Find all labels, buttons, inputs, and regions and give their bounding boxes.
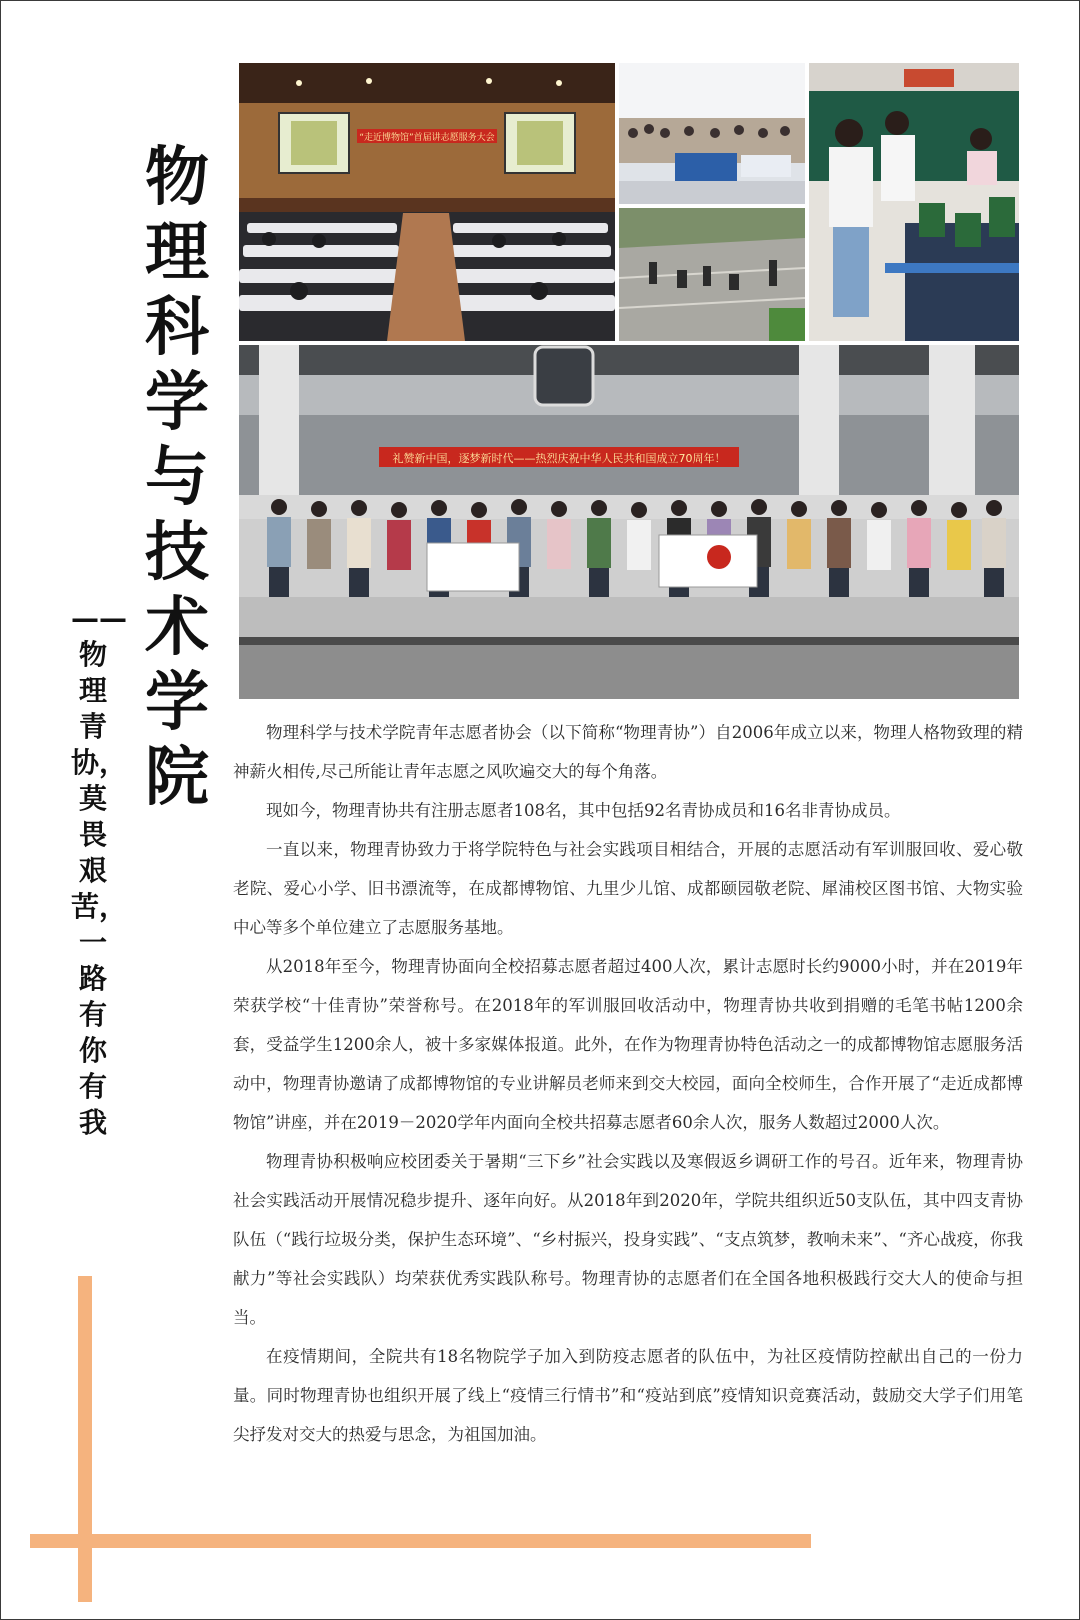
group-illustration <box>239 345 1019 699</box>
group-banner-text: 礼赞新中国，逐梦新时代——热烈庆祝中华人民共和国成立70周年！ <box>392 452 726 465</box>
hall-banner-text: “走近博物馆”首届讲志愿服务大会 <box>359 133 495 143</box>
paragraph-achievements: 从2018年至今，物理青协面向全校招募志愿者超过400人次，累计志愿时长约9000小时，并在2019年荣获学校“十佳青协”荣誉称号。在2018年的军训服回收活动中，物理青协共收到捐赠的毛笔书帖1200余套，受益学生1200余人，被十多家媒体报道。此外，在作为物理青协特色活动之一的成都博物馆志愿服务活动中，物理青协邀请了成都博物馆的专业讲解员老师来到交大校园，面向全校师生，合作开展了“走近成都博物馆”讲座，并在2019－2020学年内面向全校共招募志愿者60余人次，服务人数超过2000人次。 <box>233 957 1023 1132</box>
slogan: ——物理青协，莫畏艰苦，一路有你有我 <box>71 602 128 1139</box>
paragraph-intro: 物理科学与技术学院青年志愿者协会（以下简称“物理青协”）自2006年成立以来，物理人格物致理的精神薪火相传,尽己所能让青年志愿之风吹遍交大的每个角落。 <box>233 723 1023 781</box>
paragraph-pandemic: 在疫情期间，全院共有18名物院学子加入到防疫志愿者的队伍中，为社区疫情防控献出自己的一份力量。同时物理青协也组织开展了线上“疫情三行情书”和“疫站到底”疫情知识竞赛活动，鼓励交大学子们用笔尖抒发对交大的热爱与思念，为祖国加油。 <box>233 1347 1023 1444</box>
photo-classroom <box>809 63 1019 341</box>
paragraph-members: 现如今，物理青协共有注册志愿者108名，其中包括92名青协成员和16名非青协成员。 <box>266 801 901 820</box>
photo-group <box>239 345 1019 699</box>
decorative-bar-vertical <box>78 1276 92 1602</box>
decorative-bar-horizontal <box>30 1534 811 1548</box>
photo-volunteer-booth <box>619 63 805 204</box>
article-body <box>233 713 1023 1454</box>
street-illustration <box>619 208 805 341</box>
classroom-illustration <box>809 63 1019 341</box>
auditorium-illustration <box>239 63 615 341</box>
booth-illustration <box>619 63 805 204</box>
paragraph-activities: 一直以来，物理青协致力于将学院特色与社会实践项目相结合，开展的志愿活动有军训服回收、爱心敬老院、爱心小学、旧书漂流等，在成都博物馆、九里少儿馆、成都颐园敬老院、犀浦校区图书馆、大物实验中心等多个单位建立了志愿服务基地。 <box>233 840 1023 937</box>
photo-street-activity <box>619 208 805 341</box>
page-title: 物理科学与技术学院 <box>145 141 209 815</box>
paragraph-social-practice: 物理青协积极响应校团委关于暑期“三下乡”社会实践以及寒假返乡调研工作的号召。近年来，物理青协社会实践活动开展情况稳步提升、逐年向好。从2018年到2020年，学院共组织近50支队伍，其中四支青协队伍（“践行垃圾分类，保护生态环境”、“乡村振兴，投身实践”、“支点筑梦，教响未来”、“齐心战疫，你我献力”等社会实践队）均荣获优秀实践队称号。物理青协的志愿者们在全国各地积极践行交大人的使命与担当。 <box>233 1152 1023 1327</box>
photo-auditorium <box>239 63 615 341</box>
